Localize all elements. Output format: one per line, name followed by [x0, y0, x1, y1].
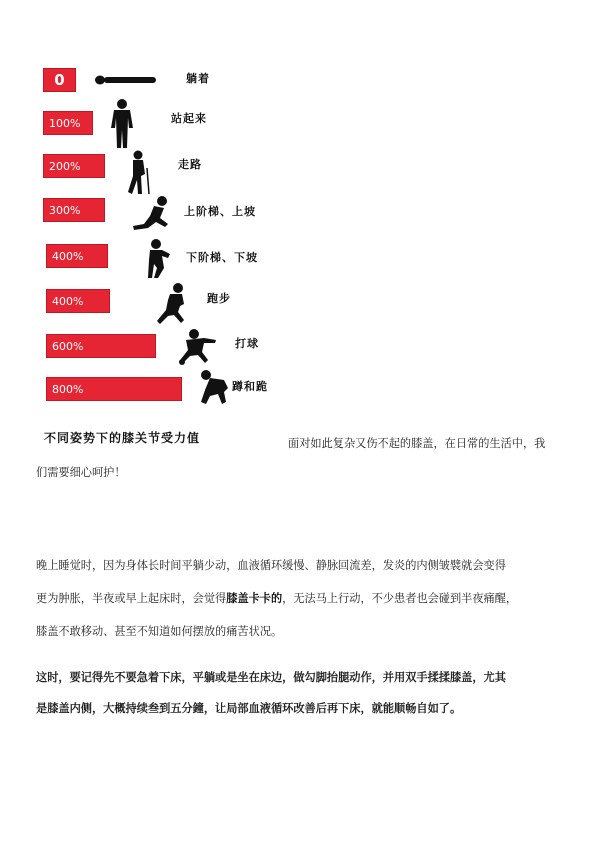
pose-label-walking: 走路 [178, 158, 202, 171]
knee-force-figure [36, 58, 286, 450]
pose-label-descending: 下阶梯、下坡 [186, 251, 258, 264]
force-bar-squatting: 800% [46, 377, 182, 401]
paragraph-2-text-c: ，无法马上行动，不少患者也会碰到半夜痛醒， [282, 592, 518, 605]
pose-label-running: 跑步 [207, 292, 231, 305]
descending-person-icon [144, 238, 178, 280]
pose-label-standing: 站起来 [171, 112, 207, 125]
standing-person-icon [108, 98, 138, 150]
climbing-person-icon [130, 194, 172, 232]
squatting-person-icon [196, 368, 232, 406]
pose-label-lying: 躺着 [186, 72, 210, 85]
pose-label-climbing: 上阶梯、上坡 [184, 205, 256, 218]
force-bar-climbing: 300% [43, 198, 105, 222]
pose-label-squatting: 蹲和跪 [232, 380, 268, 393]
paragraph-3-line-1: 这时，要记得先不要急着下床，平躺或是坐在床边，做勾脚抬腿动作，并用双手揉揉膝盖，尤其 [36, 671, 506, 684]
lying-person-icon [94, 72, 160, 88]
ball-player-icon [174, 326, 220, 366]
paragraph-2-line-3: 膝盖不敢移动、甚至不知道如何摆放的痛苦状况。 [36, 625, 283, 638]
force-bar-standing: 100% [43, 111, 93, 135]
paragraph-3-line-2: 是膝盖内侧，大概持续叁到五分鐘，让局部血液循环改善后再下床，就能顺畅自如了。 [36, 702, 462, 715]
force-bar-descending: 400% [46, 244, 108, 268]
force-bar-ball-playing: 600% [46, 334, 156, 358]
highlight-knee-stuck: 膝盖卡卡的 [226, 592, 283, 605]
figure-caption: 不同姿势下的膝关节受力值 [44, 431, 201, 445]
paragraph-1-line-1: 面对如此复杂又伤不起的膝盖，在日常的生活中，我 [288, 437, 546, 450]
paragraph-1-line-2: 们需要细心呵护！ [36, 466, 126, 479]
force-bar-lying: 0 [43, 68, 76, 92]
force-bar-running: 400% [46, 289, 110, 313]
pose-label-ball-playing: 打球 [235, 337, 259, 350]
paragraph-2-line-2 [36, 589, 517, 609]
paragraph-2-text-a: 更为肿胀，半夜或早上起床时，会觉得 [36, 592, 227, 605]
paragraph-2-line-1: 晚上睡觉时，因为身体长时间平躺少动，血液循环缓慢、静脉回流差，发炎的内侧皱襞就会变得 [36, 559, 506, 572]
walking-person-icon [122, 150, 152, 196]
running-person-icon [154, 282, 188, 326]
force-bar-walking: 200% [43, 154, 105, 178]
